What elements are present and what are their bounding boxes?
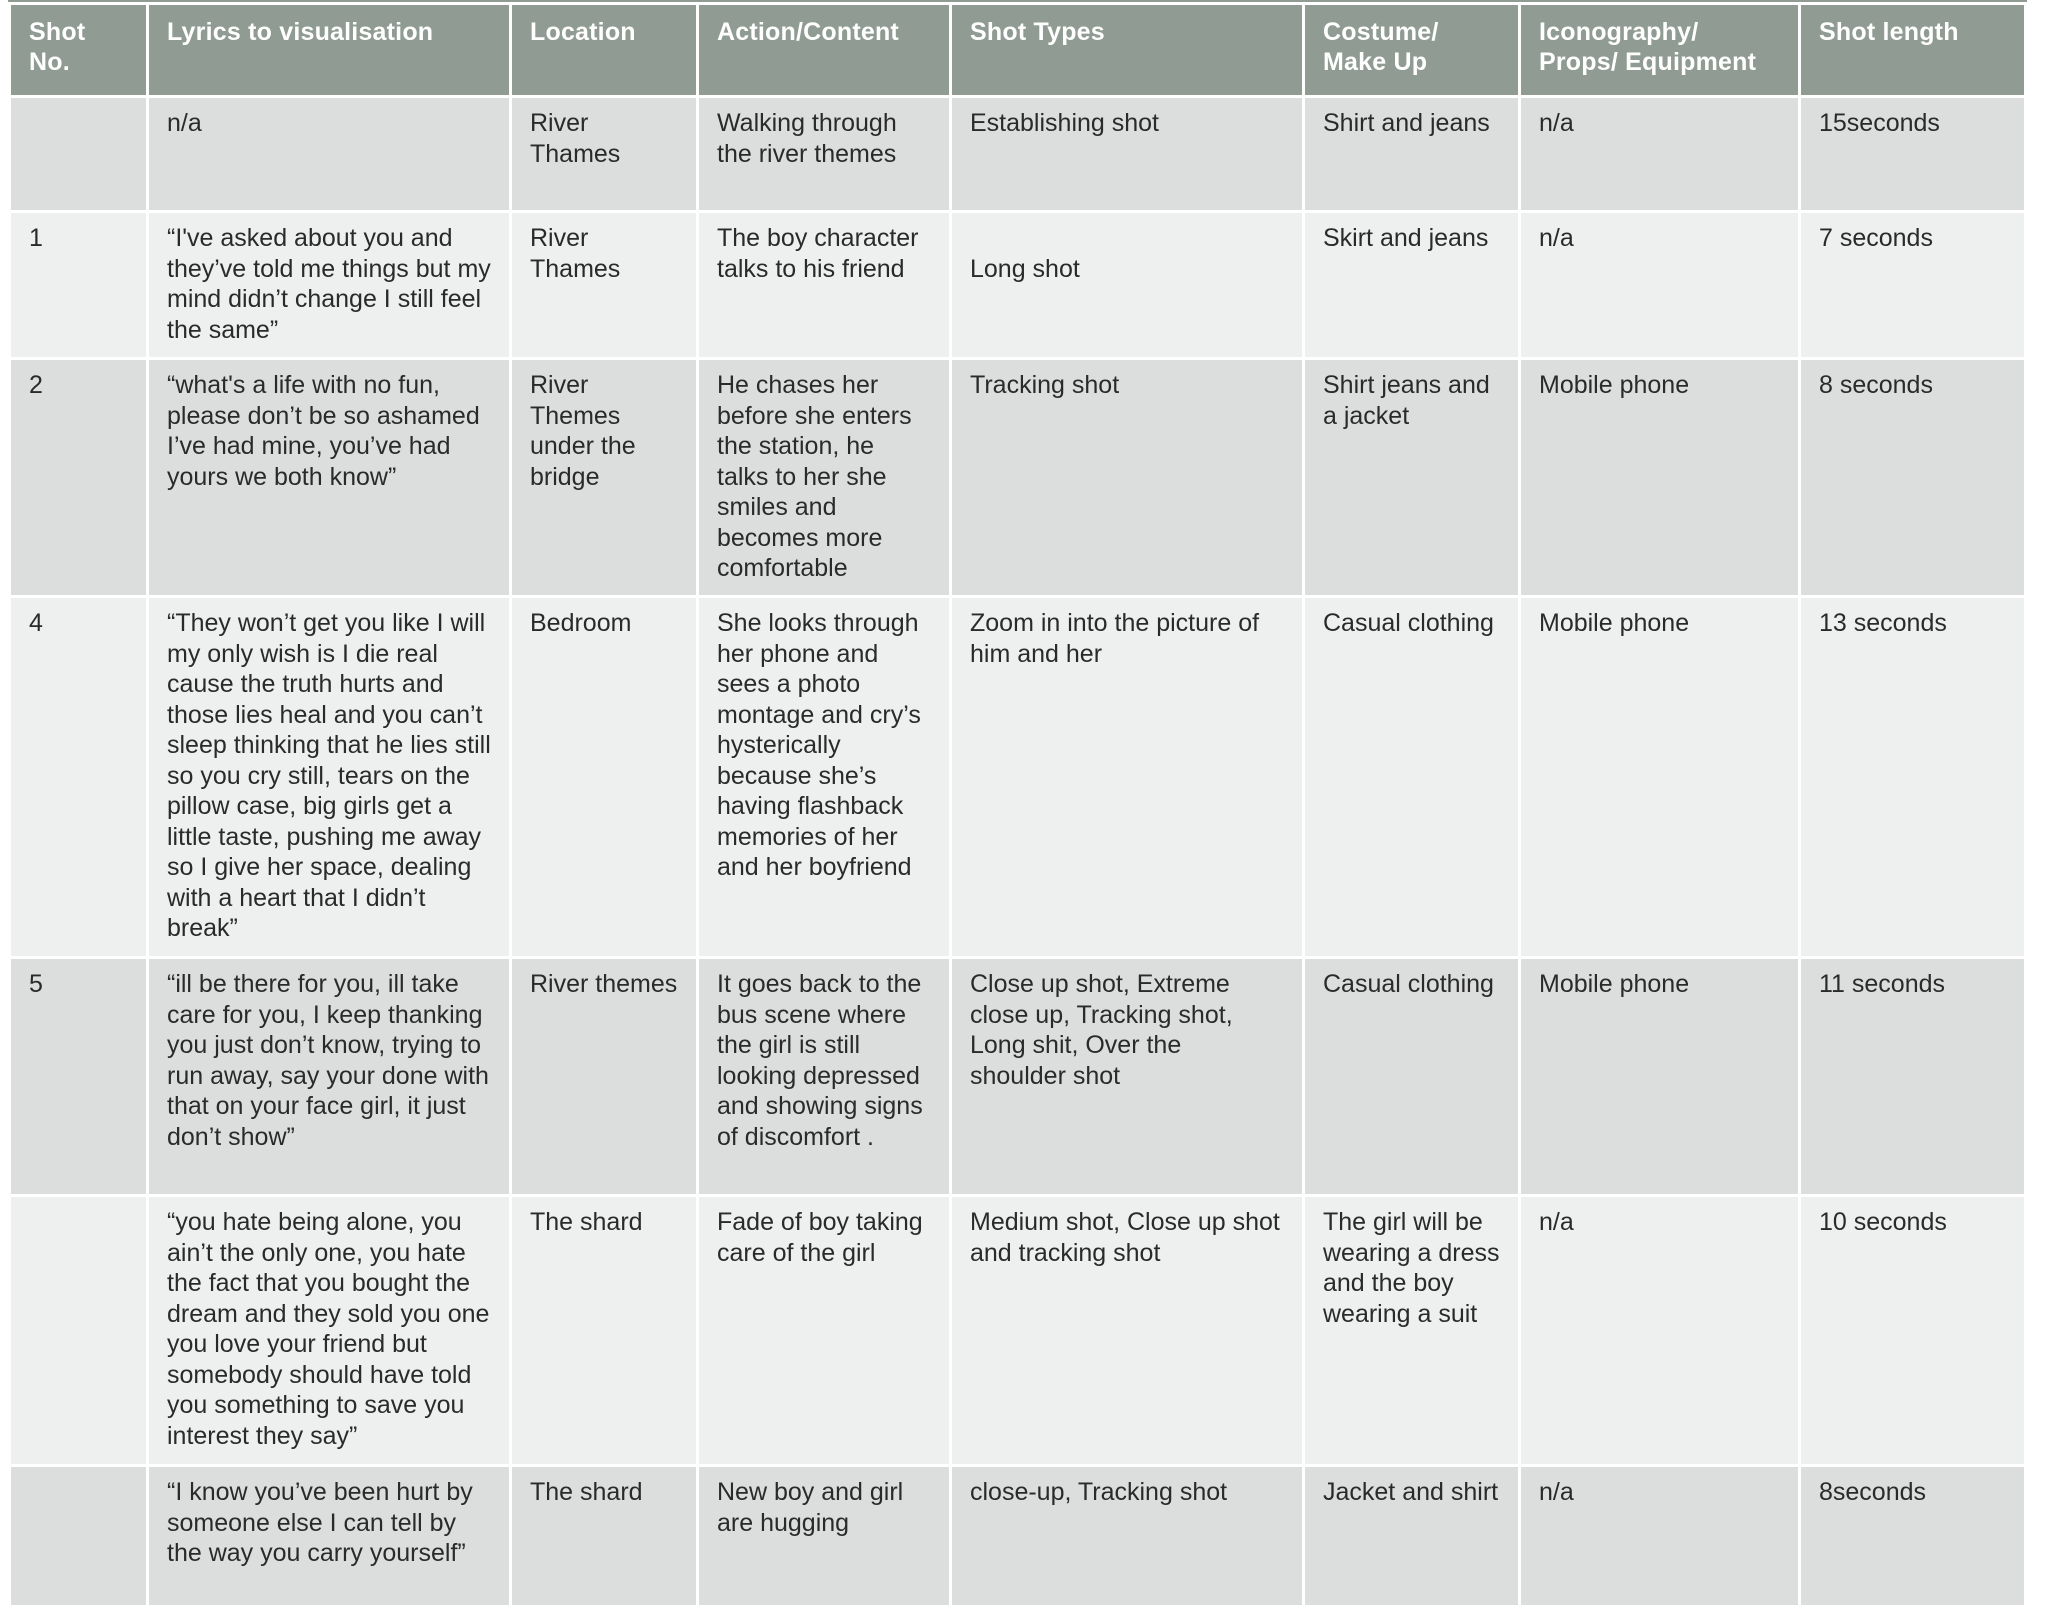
cell-props: n/a (1520, 1196, 1800, 1466)
cell-shot-length: 13 seconds (1800, 597, 2026, 958)
header-shot-types: Shot Types (951, 4, 1304, 97)
cell-props: n/a (1520, 212, 1800, 359)
cell-shot-types: Close up shot, Extreme close up, Tracking shot, Long shit, Over the shoulder shot (951, 958, 1304, 1196)
header-shot-length: Shot length (1800, 4, 2026, 97)
cell-costume: Casual clothing (1304, 958, 1520, 1196)
cell-action: Walking through the river themes (698, 97, 951, 212)
cell-lyrics: “ill be there for you, ill take care for you, I keep thanking you just don’t know, trying to run away, say your done with that on your face girl, it just don’t show” (148, 958, 511, 1196)
cell-lyrics: n/a (148, 97, 511, 212)
cell-props: Mobile phone (1520, 958, 1800, 1196)
cell-costume: Casual clothing (1304, 597, 1520, 958)
cell-location: River Themes under the bridge (511, 359, 698, 597)
cell-location: The shard (511, 1466, 698, 1607)
header-location: Location (511, 4, 698, 97)
cell-action: It goes back to the bus scene where the girl is still looking depressed and showing signs of discomfort . (698, 958, 951, 1196)
table-row (10, 1196, 2026, 1466)
cell-shot-length: 15seconds (1800, 97, 2026, 212)
cell-props: Mobile phone (1520, 359, 1800, 597)
cell-action: The boy character talks to his friend (698, 212, 951, 359)
cell-shot-no: 1 (10, 212, 148, 359)
table-row (10, 212, 2026, 359)
cell-costume: Shirt jeans and a jacket (1304, 359, 1520, 597)
header-lyrics: Lyrics to visualisation (148, 4, 511, 97)
header-row (10, 4, 2026, 97)
cell-location: River Thames (511, 97, 698, 212)
cell-shot-no (10, 97, 148, 212)
cell-location: The shard (511, 1196, 698, 1466)
header-costume: Costume/ Make Up (1304, 4, 1520, 97)
cell-shot-length: 7 seconds (1800, 212, 2026, 359)
cell-shot-length: 8seconds (1800, 1466, 2026, 1607)
cell-props: n/a (1520, 1466, 1800, 1607)
shot-list-sheet (8, 2, 2024, 1608)
table-row (10, 597, 2026, 958)
cell-location: River themes (511, 958, 698, 1196)
cell-shot-length: 8 seconds (1800, 359, 2026, 597)
cell-shot-no: 5 (10, 958, 148, 1196)
cell-lyrics: “I've asked about you and they’ve told me things but my mind didn’t change I still feel the same” (148, 212, 511, 359)
cell-shot-length: 10 seconds (1800, 1196, 2026, 1466)
cell-location: Bedroom (511, 597, 698, 958)
cell-shot-types: close-up, Tracking shot (951, 1466, 1304, 1607)
cell-action: He chases her before she enters the station, he talks to her she smiles and becomes more comfortable (698, 359, 951, 597)
cell-shot-length: 11 seconds (1800, 958, 2026, 1196)
table-row (10, 1466, 2026, 1607)
cell-action: She looks through her phone and sees a photo montage and cry’s hysterically because she’s having flashback memories of her and her boyfriend (698, 597, 951, 958)
cell-shot-types: Zoom in into the picture of him and her (951, 597, 1304, 958)
cell-location: River Thames (511, 212, 698, 359)
cell-costume: The girl will be wearing a dress and the boy wearing a suit (1304, 1196, 1520, 1466)
cell-costume: Jacket and shirt (1304, 1466, 1520, 1607)
header-shot-no: Shot No. (10, 4, 148, 97)
cell-lyrics: “They won’t get you like I will my only wish is I die real cause the truth hurts and those lies heal and you can’t sleep thinking that he lies still so you cry still, tears on the pillow case, big girls get a little taste, pushing me away so I give her space, dealing with a heart that I didn’t break” (148, 597, 511, 958)
table-row (10, 958, 2026, 1196)
cell-shot-types-text: Long shot (970, 255, 1080, 283)
cell-lyrics: “what's a life with no fun, please don’t be so ashamed I’ve had mine, you’ve had yours we both know” (148, 359, 511, 597)
cell-props: n/a (1520, 97, 1800, 212)
header-props: Iconography/ Props/ Equipment (1520, 4, 1800, 97)
cell-shot-no (10, 1466, 148, 1607)
cell-shot-types (951, 212, 1304, 359)
cell-action: New boy and girl are hugging (698, 1466, 951, 1607)
cell-props: Mobile phone (1520, 597, 1800, 958)
cell-shot-types: Medium shot, Close up shot and tracking shot (951, 1196, 1304, 1466)
cell-costume: Skirt and jeans (1304, 212, 1520, 359)
cell-shot-types: Tracking shot (951, 359, 1304, 597)
header-action: Action/Content (698, 4, 951, 97)
cell-spacer (970, 223, 1284, 254)
cell-shot-types: Establishing shot (951, 97, 1304, 212)
cell-action: Fade of boy taking care of the girl (698, 1196, 951, 1466)
cell-shot-no (10, 1196, 148, 1466)
cell-shot-no: 4 (10, 597, 148, 958)
table-row (10, 359, 2026, 597)
table-row (10, 97, 2026, 212)
cell-shot-no: 2 (10, 359, 148, 597)
shot-list-table (8, 2, 2027, 1608)
cell-lyrics: “I know you’ve been hurt by someone else I can tell by the way you carry yourself” (148, 1466, 511, 1607)
cell-costume: Shirt and jeans (1304, 97, 1520, 212)
cell-lyrics: “you hate being alone, you ain’t the only one, you hate the fact that you bought the dream and they sold you one you love your friend but somebody should have told you something to save you interest they say” (148, 1196, 511, 1466)
